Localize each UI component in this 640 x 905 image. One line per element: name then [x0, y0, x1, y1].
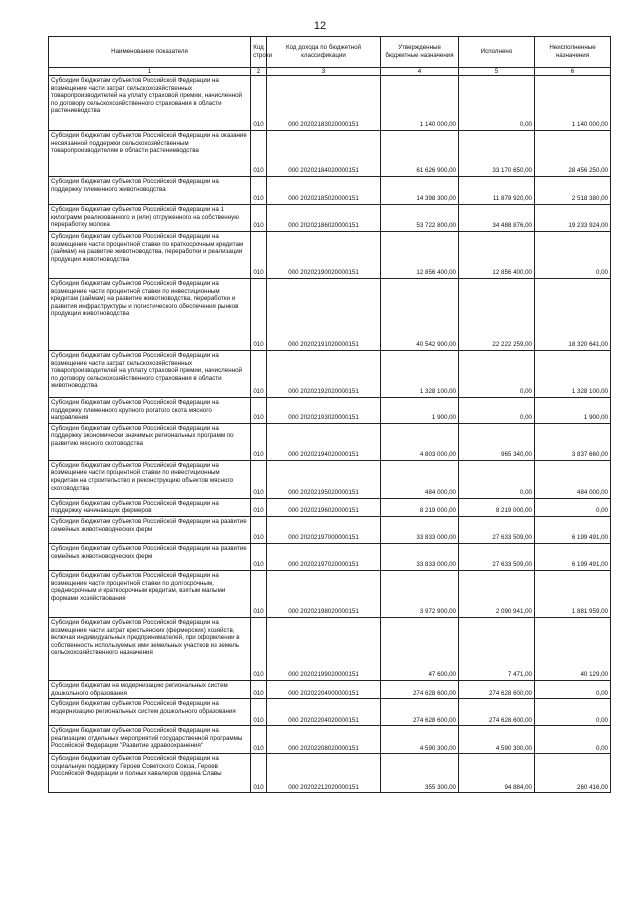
row-code: 010	[251, 279, 267, 351]
table-row	[49, 460, 611, 498]
row-executed: 0,00	[459, 351, 535, 398]
column-number: 3	[267, 68, 381, 76]
row-code: 010	[251, 617, 267, 680]
row-name: Субсидии бюджетам субъектов Российской Федерации на поддержку экономически значимых региональных программ по развитию мясного скотоводства	[49, 423, 251, 460]
row-unexecuted: 260 416,00	[535, 754, 611, 793]
row-approved: 1 140 000,00	[381, 76, 459, 131]
column-number: 6	[535, 68, 611, 76]
row-code: 010	[251, 205, 267, 232]
row-approved: 53 722 800,00	[381, 205, 459, 232]
row-code: 010	[251, 76, 267, 131]
row-income-code: 000 20202204020000151	[267, 699, 381, 726]
row-executed: 27 633 509,00	[459, 543, 535, 570]
row-name: Субсидии бюджетам субъектов Российской Федерации на возмещение части процентной ставки по инвестиционным кредитам на строительство и реконструкцию объектов мясного скотоводства	[49, 460, 251, 498]
row-unexecuted: 0,00	[535, 726, 611, 754]
row-name: Субсидии бюджетам субъектов Российской Федерации на поддержку племенного крупного рогатого скота мясного направления	[49, 398, 251, 424]
table-row	[49, 498, 611, 516]
row-executed: 33 170 650,00	[459, 131, 535, 177]
table-row	[49, 76, 611, 131]
row-unexecuted: 484 000,00	[535, 460, 611, 498]
row-income-code: 000 20202184020000151	[267, 131, 381, 177]
row-code: 010	[251, 516, 267, 543]
row-code: 010	[251, 680, 267, 698]
column-number-row	[49, 68, 611, 76]
row-unexecuted: 0,00	[535, 699, 611, 726]
table-row	[49, 232, 611, 279]
page-number: 12	[313, 20, 327, 32]
row-name: Субсидии бюджетам на модернизацию региональных систем дошкольного образования	[49, 680, 251, 698]
row-approved: 3 972 900,00	[381, 570, 459, 617]
row-approved: 484 000,00	[381, 460, 459, 498]
row-unexecuted: 1 328 100,00	[535, 351, 611, 398]
row-name: Субсидии бюджетам субъектов Российской Федерации на реализацию отдельных мероприятий государственной программы Российской Федерации "Развитие здравоохранения"	[49, 726, 251, 754]
table-row	[49, 543, 611, 570]
row-code: 010	[251, 177, 267, 205]
header-approved: Утвержденные бюджетные назначения	[381, 37, 459, 68]
row-approved: 12 856 400,00	[381, 232, 459, 279]
row-unexecuted: 40 129,00	[535, 617, 611, 680]
header-executed: Исполнено	[459, 37, 535, 68]
row-income-code: 000 20202198020000151	[267, 570, 381, 617]
row-unexecuted: 18 320 641,00	[535, 279, 611, 351]
row-income-code: 000 20202194020000151	[267, 423, 381, 460]
row-unexecuted: 19 233 924,00	[535, 205, 611, 232]
row-name: Субсидии бюджетам субъектов Российской Федерации на модернизацию региональных систем дошкольного образования	[49, 699, 251, 726]
table-row	[49, 754, 611, 793]
table-row	[49, 279, 611, 351]
row-code: 010	[251, 498, 267, 516]
row-unexecuted: 6 199 491,00	[535, 543, 611, 570]
row-approved: 33 833 000,00	[381, 543, 459, 570]
column-number: 5	[459, 68, 535, 76]
row-executed: 274 628 600,00	[459, 699, 535, 726]
row-income-code: 000 20202208020000151	[267, 726, 381, 754]
table-row	[49, 617, 611, 680]
row-unexecuted: 3 837 660,00	[535, 423, 611, 460]
row-income-code: 000 20202186020000151	[267, 205, 381, 232]
row-unexecuted: 28 456 250,00	[535, 131, 611, 177]
row-income-code: 000 20202199020000151	[267, 617, 381, 680]
row-code: 010	[251, 398, 267, 424]
row-name: Субсидии бюджетам субъектов Российской Федерации на 1 килограмм реализованного и (или) отгруженного на собственную переработку молока	[49, 205, 251, 232]
row-approved: 33 833 000,00	[381, 516, 459, 543]
row-code: 010	[251, 460, 267, 498]
row-code: 010	[251, 570, 267, 617]
row-executed: 12 856 400,00	[459, 232, 535, 279]
row-unexecuted: 2 518 380,00	[535, 177, 611, 205]
row-code: 010	[251, 351, 267, 398]
row-name: Субсидии бюджетам субъектов Российской Федерации на развитие семейных животноводческих ферм	[49, 516, 251, 543]
table-row	[49, 699, 611, 726]
header-row	[49, 37, 611, 68]
row-executed: 0,00	[459, 76, 535, 131]
table-row	[49, 570, 611, 617]
row-income-code: 000 20202193020000151	[267, 398, 381, 424]
row-name: Субсидии бюджетам субъектов Российской Федерации на возмещение части затрат крестьянских (фермерских) хозяйств, включая индивидуальных предпринимателей, при оформлении в собственность используемых ими земельных участков из земель сельскохозяйственного назначения	[49, 617, 251, 680]
row-approved: 274 628 600,00	[381, 680, 459, 698]
row-code: 010	[251, 754, 267, 793]
row-approved: 47 600,00	[381, 617, 459, 680]
row-executed: 965 340,00	[459, 423, 535, 460]
row-approved: 8 219 000,00	[381, 498, 459, 516]
row-approved: 1 328 100,00	[381, 351, 459, 398]
row-name: Субсидии бюджетам субъектов Российской Федерации на возмещение части затрат сельскохозяйственных товаропроизводителей на уплату страховой премии, начисленной по договору сельскохозяйственного страхования в области растениеводства	[49, 76, 251, 131]
budget-execution-table	[48, 36, 611, 793]
column-number: 1	[49, 68, 251, 76]
row-code: 010	[251, 699, 267, 726]
row-name: Субсидии бюджетам субъектов Российской Федерации на развитие семейных животноводческих ферм	[49, 543, 251, 570]
row-code: 010	[251, 543, 267, 570]
row-income-code: 000 20202183020000151	[267, 76, 381, 131]
row-code: 010	[251, 131, 267, 177]
row-approved: 4 590 300,00	[381, 726, 459, 754]
row-executed: 11 879 920,00	[459, 177, 535, 205]
row-executed: 7 471,00	[459, 617, 535, 680]
row-code: 010	[251, 726, 267, 754]
table-row	[49, 680, 611, 698]
row-approved: 1 900,00	[381, 398, 459, 424]
row-approved: 61 626 900,00	[381, 131, 459, 177]
row-unexecuted: 1 900,00	[535, 398, 611, 424]
row-approved: 355 300,00	[381, 754, 459, 793]
row-income-code: 000 20202212020000151	[267, 754, 381, 793]
table-row	[49, 177, 611, 205]
row-executed: 274 628 600,00	[459, 680, 535, 698]
header-name: Наименование показателя	[49, 37, 251, 68]
row-unexecuted: 6 199 491,00	[535, 516, 611, 543]
row-name: Субсидии бюджетам субъектов Российской Федерации на оказание несвязанной поддержки сельскохозяйственным товаропроизводителям в области растениеводства	[49, 131, 251, 177]
row-name: Субсидии бюджетам субъектов Российской Федерации на возмещение части процентной ставки по краткосрочным кредитам (займам) на развитие животноводства, переработки и реализации продукции животноводства	[49, 232, 251, 279]
row-name: Субсидии бюджетам субъектов Российской Федерации на социальную поддержку Героев Советского Союза, Героев Российской Федерации и полных кавалеров ордена Славы	[49, 754, 251, 793]
row-approved: 274 628 600,00	[381, 699, 459, 726]
row-approved: 14 398 300,00	[381, 177, 459, 205]
row-executed: 4 590 300,00	[459, 726, 535, 754]
row-executed: 22 222 259,00	[459, 279, 535, 351]
row-income-code: 000 20202191020000151	[267, 279, 381, 351]
table-row	[49, 351, 611, 398]
row-executed: 0,00	[459, 398, 535, 424]
row-income-code: 000 20202197000000151	[267, 516, 381, 543]
row-executed: 27 633 509,00	[459, 516, 535, 543]
row-approved: 4 803 000,00	[381, 423, 459, 460]
table-row	[49, 516, 611, 543]
table-body	[49, 76, 611, 793]
row-code: 010	[251, 423, 267, 460]
row-income-code: 000 20202196020000151	[267, 498, 381, 516]
row-income-code: 000 20202190020000151	[267, 232, 381, 279]
row-name: Субсидии бюджетам субъектов Российской Федерации на возмещение части затрат сельскохозяйственных товаропроизводителей на уплату страховой премии, начисленной по договору сельскохозяйственного страхования в области животноводства	[49, 351, 251, 398]
row-code: 010	[251, 232, 267, 279]
row-income-code: 000 20202185020000151	[267, 177, 381, 205]
table-row	[49, 423, 611, 460]
row-executed: 34 488 876,00	[459, 205, 535, 232]
row-executed: 8 219 000,00	[459, 498, 535, 516]
header-code: Код строки	[251, 37, 267, 68]
row-approved: 40 542 900,00	[381, 279, 459, 351]
row-unexecuted: 0,00	[535, 680, 611, 698]
row-unexecuted: 0,00	[535, 232, 611, 279]
table-row	[49, 726, 611, 754]
row-executed: 0,00	[459, 460, 535, 498]
row-income-code: 000 20202192020000151	[267, 351, 381, 398]
header-unexecuted: Неисполненные назначения	[535, 37, 611, 68]
row-name: Субсидии бюджетам субъектов Российской Федерации на поддержку племенного животноводства	[49, 177, 251, 205]
row-name: Субсидии бюджетам субъектов Российской Федерации на поддержку начинающих фермеров	[49, 498, 251, 516]
row-executed: 94 884,00	[459, 754, 535, 793]
row-income-code: 000 20202204000000151	[267, 680, 381, 698]
header-income-code: Код дохода по бюджетной классификации	[267, 37, 381, 68]
column-number: 2	[251, 68, 267, 76]
row-income-code: 000 20202197020000151	[267, 543, 381, 570]
table-row	[49, 205, 611, 232]
table-row	[49, 131, 611, 177]
row-name: Субсидии бюджетам субъектов Российской Федерации на возмещение части процентной ставки по долгосрочным, среднесрочным и краткосрочным кредитам, взятым малыми формами хозяйствования	[49, 570, 251, 617]
row-income-code: 000 20202195020000151	[267, 460, 381, 498]
row-name: Субсидии бюджетам субъектов Российской Федерации на возмещение части процентной ставки по инвестиционным кредитам (займам) на развитие животноводства, переработки и развития инфраструктуры и логистического обеспечения рынков продукции животноводства	[49, 279, 251, 351]
row-unexecuted: 1 881 959,00	[535, 570, 611, 617]
row-executed: 2 090 941,00	[459, 570, 535, 617]
row-unexecuted: 1 140 000,00	[535, 76, 611, 131]
column-number: 4	[381, 68, 459, 76]
table-row	[49, 398, 611, 424]
row-unexecuted: 0,00	[535, 498, 611, 516]
